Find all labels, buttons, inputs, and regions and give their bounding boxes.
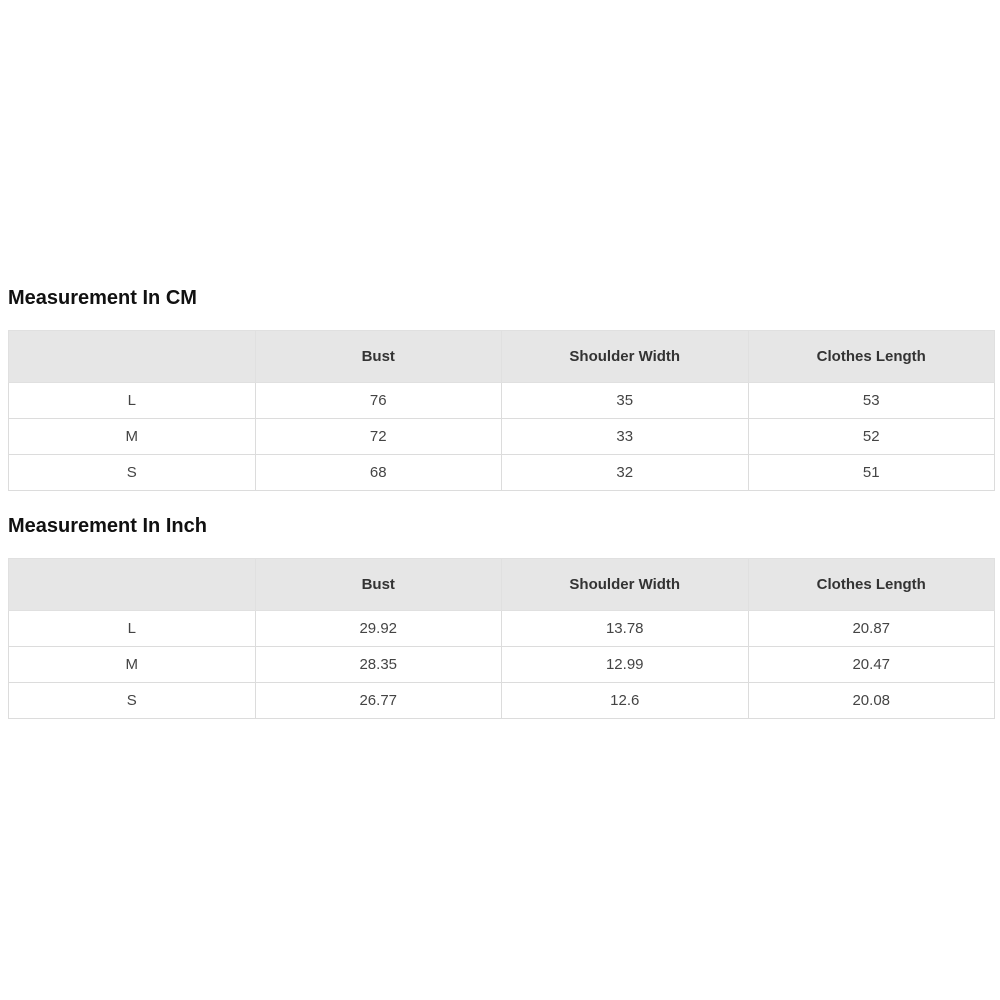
size-cell: S (9, 455, 256, 491)
header-clothes-length: Clothes Length (748, 331, 995, 383)
clothes-length-cell: 53 (748, 383, 995, 419)
inch-measurement-section (8, 512, 995, 719)
shoulder-width-cell: 32 (502, 455, 749, 491)
clothes-length-cell: 51 (748, 455, 995, 491)
table-row (9, 455, 995, 491)
size-cell: L (9, 611, 256, 647)
header-size (9, 331, 256, 383)
header-bust: Bust (255, 331, 502, 383)
table-row (9, 611, 995, 647)
table-row (9, 683, 995, 719)
bust-cell: 76 (255, 383, 502, 419)
header-bust: Bust (255, 559, 502, 611)
header-clothes-length: Clothes Length (748, 559, 995, 611)
shoulder-width-cell: 33 (502, 419, 749, 455)
size-cell: S (9, 683, 256, 719)
inch-size-table (8, 558, 995, 719)
size-cell: M (9, 419, 256, 455)
clothes-length-cell: 20.87 (748, 611, 995, 647)
header-size (9, 559, 256, 611)
table-row (9, 383, 995, 419)
bust-cell: 68 (255, 455, 502, 491)
cm-table-title: Measurement In CM (8, 287, 197, 309)
table-header-row (9, 331, 995, 383)
bust-cell: 72 (255, 419, 502, 455)
table-header-row (9, 559, 995, 611)
bust-cell: 26.77 (255, 683, 502, 719)
shoulder-width-cell: 12.99 (502, 647, 749, 683)
clothes-length-cell: 20.08 (748, 683, 995, 719)
clothes-length-cell: 52 (748, 419, 995, 455)
inch-table-title: Measurement In Inch (8, 515, 207, 537)
table-row (9, 647, 995, 683)
shoulder-width-cell: 35 (502, 383, 749, 419)
cm-size-table (8, 330, 995, 491)
bust-cell: 28.35 (255, 647, 502, 683)
size-cell: M (9, 647, 256, 683)
header-shoulder-width: Shoulder Width (502, 559, 749, 611)
clothes-length-cell: 20.47 (748, 647, 995, 683)
size-cell: L (9, 383, 256, 419)
bust-cell: 29.92 (255, 611, 502, 647)
shoulder-width-cell: 13.78 (502, 611, 749, 647)
header-shoulder-width: Shoulder Width (502, 331, 749, 383)
cm-measurement-section (8, 284, 995, 491)
table-row (9, 419, 995, 455)
shoulder-width-cell: 12.6 (502, 683, 749, 719)
